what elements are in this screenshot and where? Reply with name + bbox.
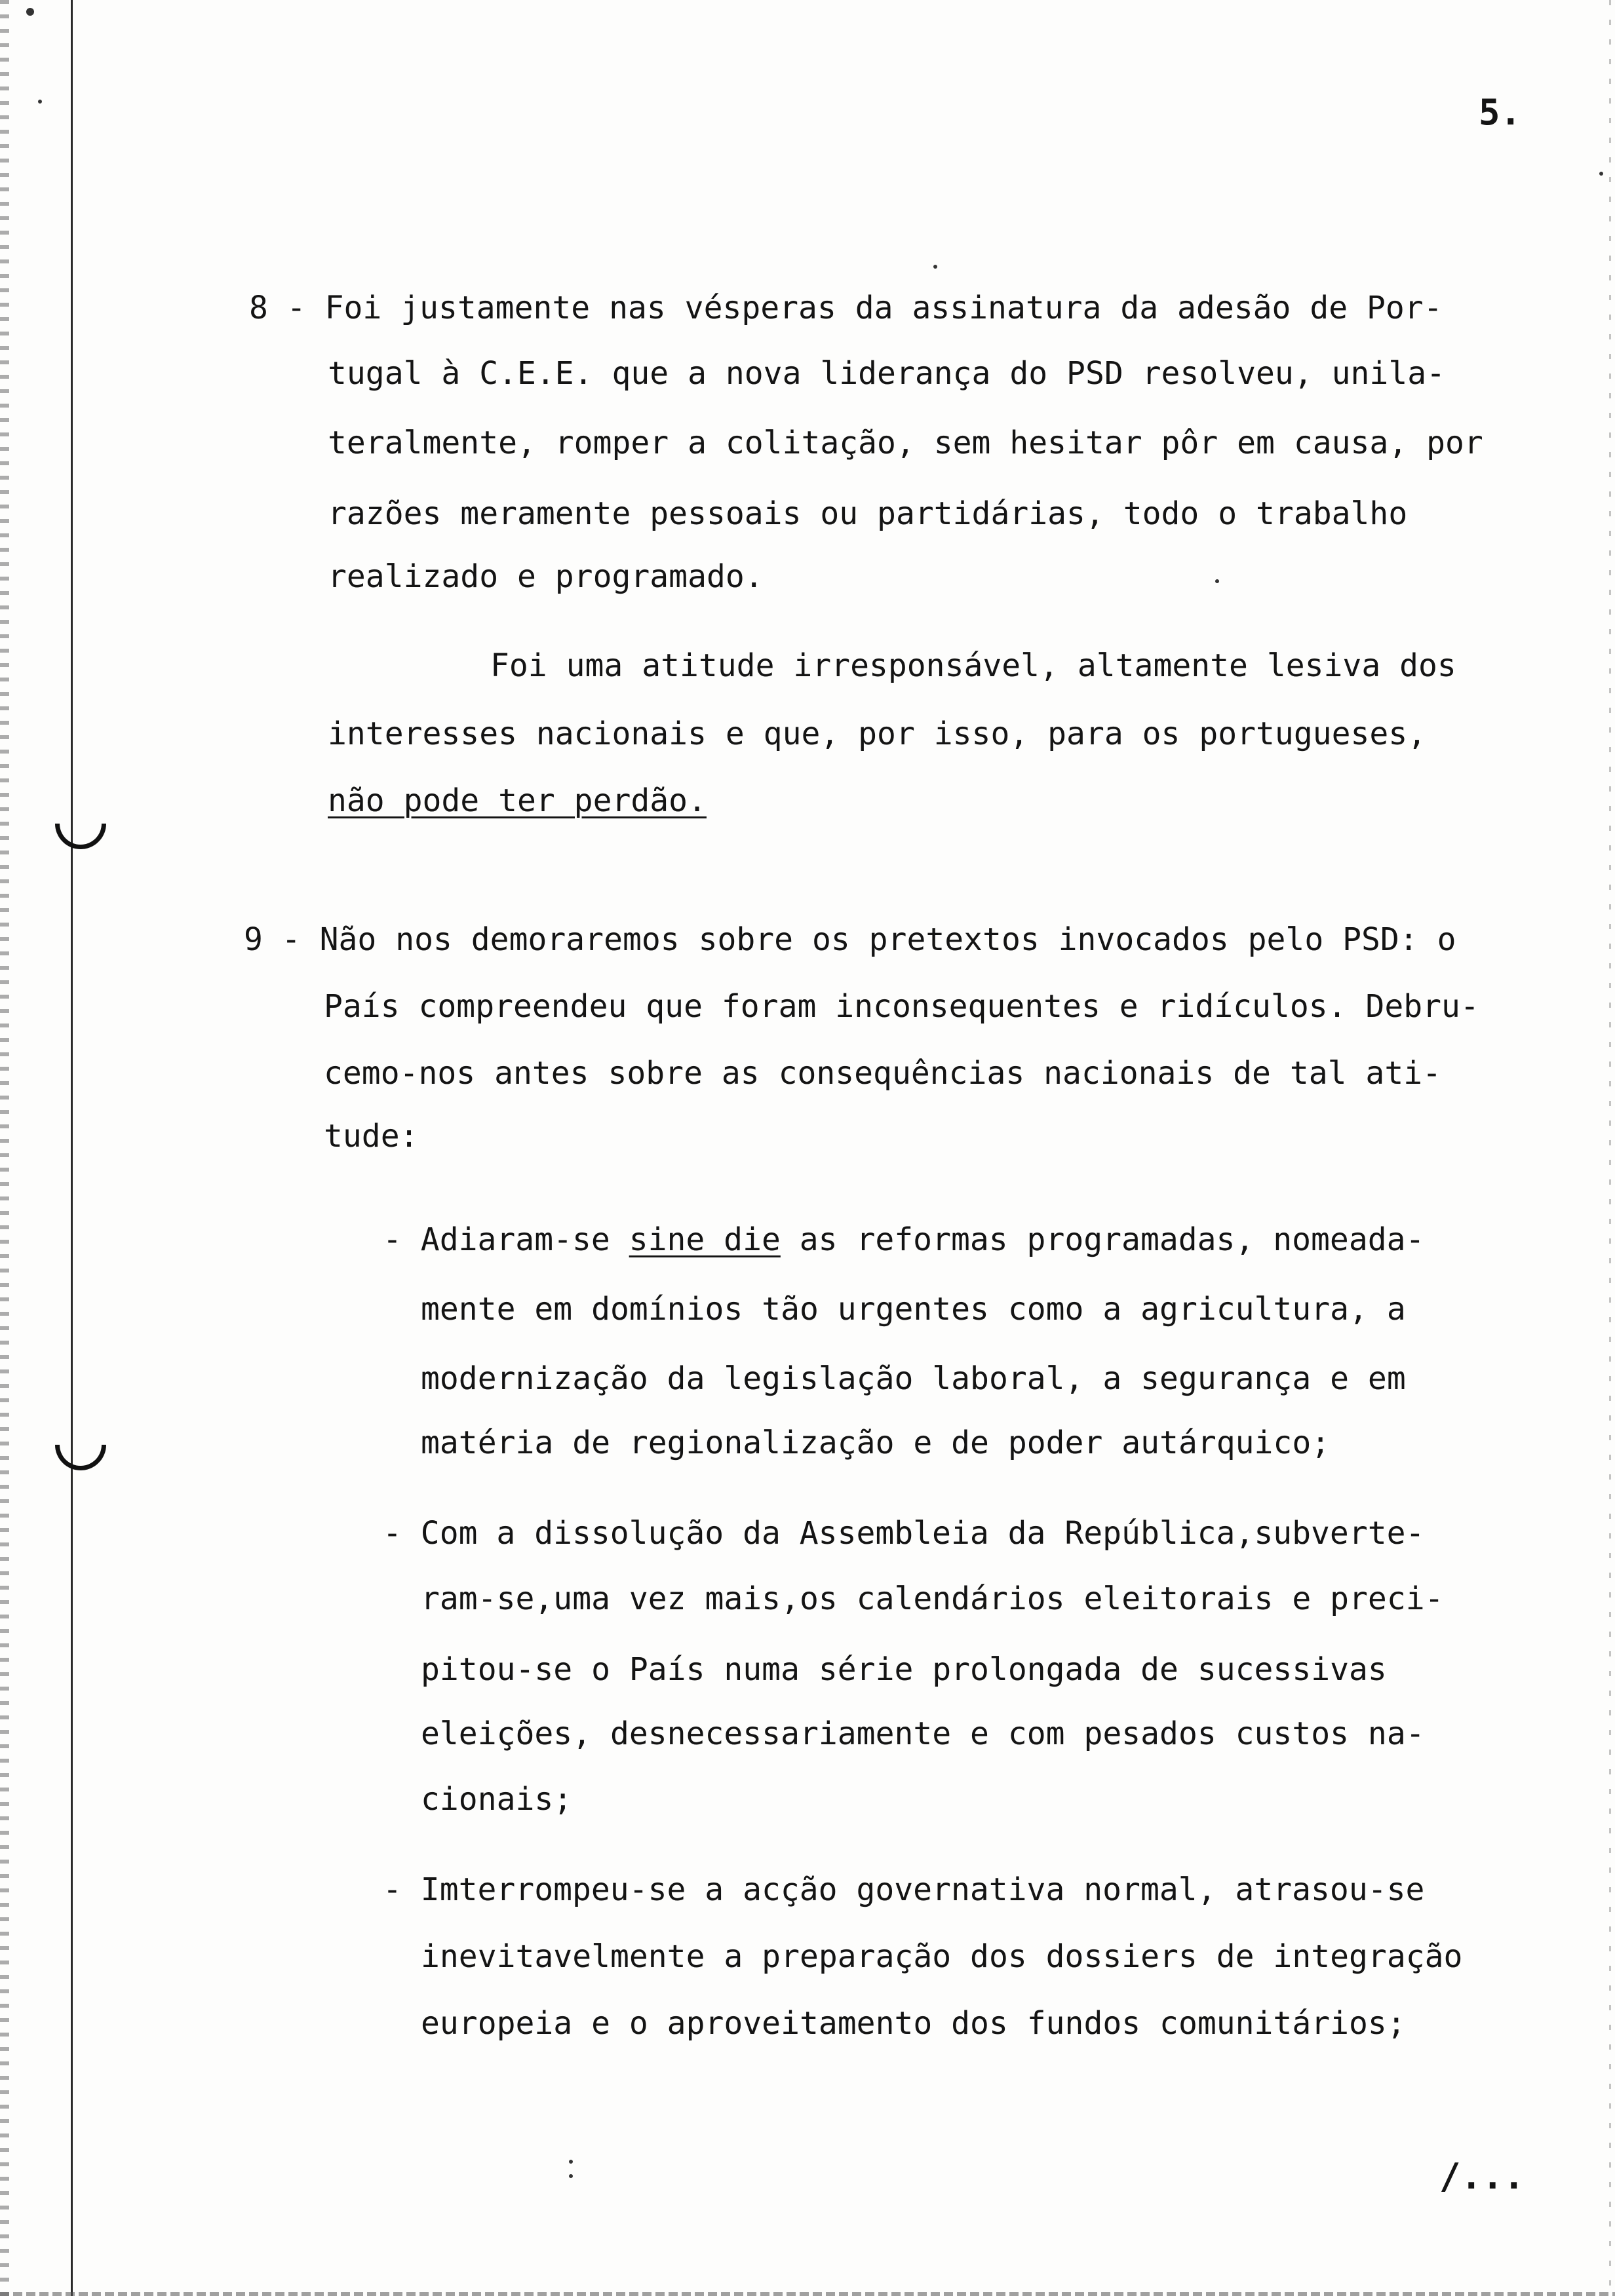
page-number: 5.: [1479, 92, 1522, 133]
scan-speck: [38, 100, 42, 104]
bullet-1-text-line: modernização da legislação laboral, a segurança e em: [421, 1360, 1406, 1397]
bullet-1-text: Adiaram-se: [420, 1221, 629, 1258]
scan-speck: [569, 2160, 573, 2164]
bullet-2-text: Com a dissolução da Assembleia da República,subverte-: [420, 1515, 1425, 1552]
bullet-dash: -: [383, 1221, 421, 1258]
item-8-text-line: realizado e programado.: [328, 558, 764, 595]
punch-hole-mark: [45, 1409, 117, 1481]
item-8-text-line: Foi justamente nas vésperas da assinatura da adesão de Por-: [324, 290, 1443, 326]
item-8-text-line: tugal à C.E.E. que a nova liderança do PSD resolveu, unila-: [328, 355, 1446, 392]
item-9-number: 9 -: [244, 921, 320, 958]
scan-speck: [26, 8, 34, 16]
item-9-text-line: Não nos demoraremos sobre os pretextos invocados pelo PSD: o: [319, 921, 1456, 958]
scan-edge-bottom: [0, 2292, 1615, 2296]
item-9-first-line: [244, 920, 1456, 959]
bullet-2-first-line: [383, 1514, 1424, 1553]
bullet-3-text: Imterrompeu-se a acção governativa normal, atrasou-se: [420, 1871, 1425, 1908]
bullet-dash: -: [383, 1515, 421, 1552]
item-9-text-line: cemo-nos antes sobre as consequências nacionais de tal ati-: [324, 1055, 1442, 1092]
item-8-first-line: [249, 288, 1443, 328]
bullet-1-text-line: matéria de regionalização e de poder autárquico;: [421, 1425, 1331, 1461]
bullet-2-text-line: cionais;: [421, 1781, 573, 1818]
scan-speck: [933, 265, 937, 269]
item-9-text-line: tude:: [324, 1118, 419, 1155]
scan-speck: [569, 2174, 573, 2178]
item-8-paragraph-line: Foi uma atitude irresponsável, altamente lesiva dos: [490, 647, 1456, 684]
underlined-latin-phrase: sine die: [629, 1221, 781, 1258]
item-8-number: 8 -: [249, 290, 325, 326]
continuation-marker: /...: [1439, 2156, 1525, 2197]
bullet-2-text-line: eleições, desnecessariamente e com pesados custos na-: [421, 1715, 1425, 1752]
item-8-text-line: teralmente, romper a colitação, sem hesitar pôr em causa, por: [328, 425, 1483, 461]
binding-margin-line: [71, 0, 73, 2296]
bullet-1-text-line: mente em domínios tão urgentes como a agricultura, a: [421, 1291, 1406, 1328]
bullet-dash: -: [383, 1871, 421, 1908]
bullet-2-text-line: ram-se,uma vez mais,os calendários eleitorais e preci-: [421, 1580, 1444, 1617]
bullet-3-text-line: inevitavelmente a preparação dos dossiers de integração: [421, 1938, 1463, 1975]
underlined-emphasis: não pode ter perdão.: [328, 782, 707, 819]
punch-hole-mark: [45, 788, 117, 860]
bullet-3-text-line: europeia e o aproveitamento dos fundos comunitários;: [421, 2005, 1406, 2042]
bullet-1-first-line: [383, 1220, 1424, 1259]
scan-edge-left: [0, 0, 9, 2296]
scan-edge-right: [1609, 0, 1611, 2296]
item-8-emphasis-line: [328, 781, 707, 820]
item-9-text-line: País compreendeu que foram inconsequentes e ridículos. Debru-: [324, 988, 1479, 1025]
scan-speck: [1599, 172, 1603, 176]
scan-speck: [1215, 579, 1219, 583]
bullet-3-first-line: [383, 1870, 1424, 1909]
bullet-1-text: as reformas programadas, nomeada-: [780, 1221, 1425, 1258]
item-8-text-line: razões meramente pessoais ou partidárias, todo o trabalho: [328, 495, 1408, 532]
item-8-paragraph-line: interesses nacionais e que, por isso, para os portugueses,: [328, 716, 1427, 752]
bullet-2-text-line: pitou-se o País numa série prolongada de sucessivas: [421, 1651, 1387, 1688]
